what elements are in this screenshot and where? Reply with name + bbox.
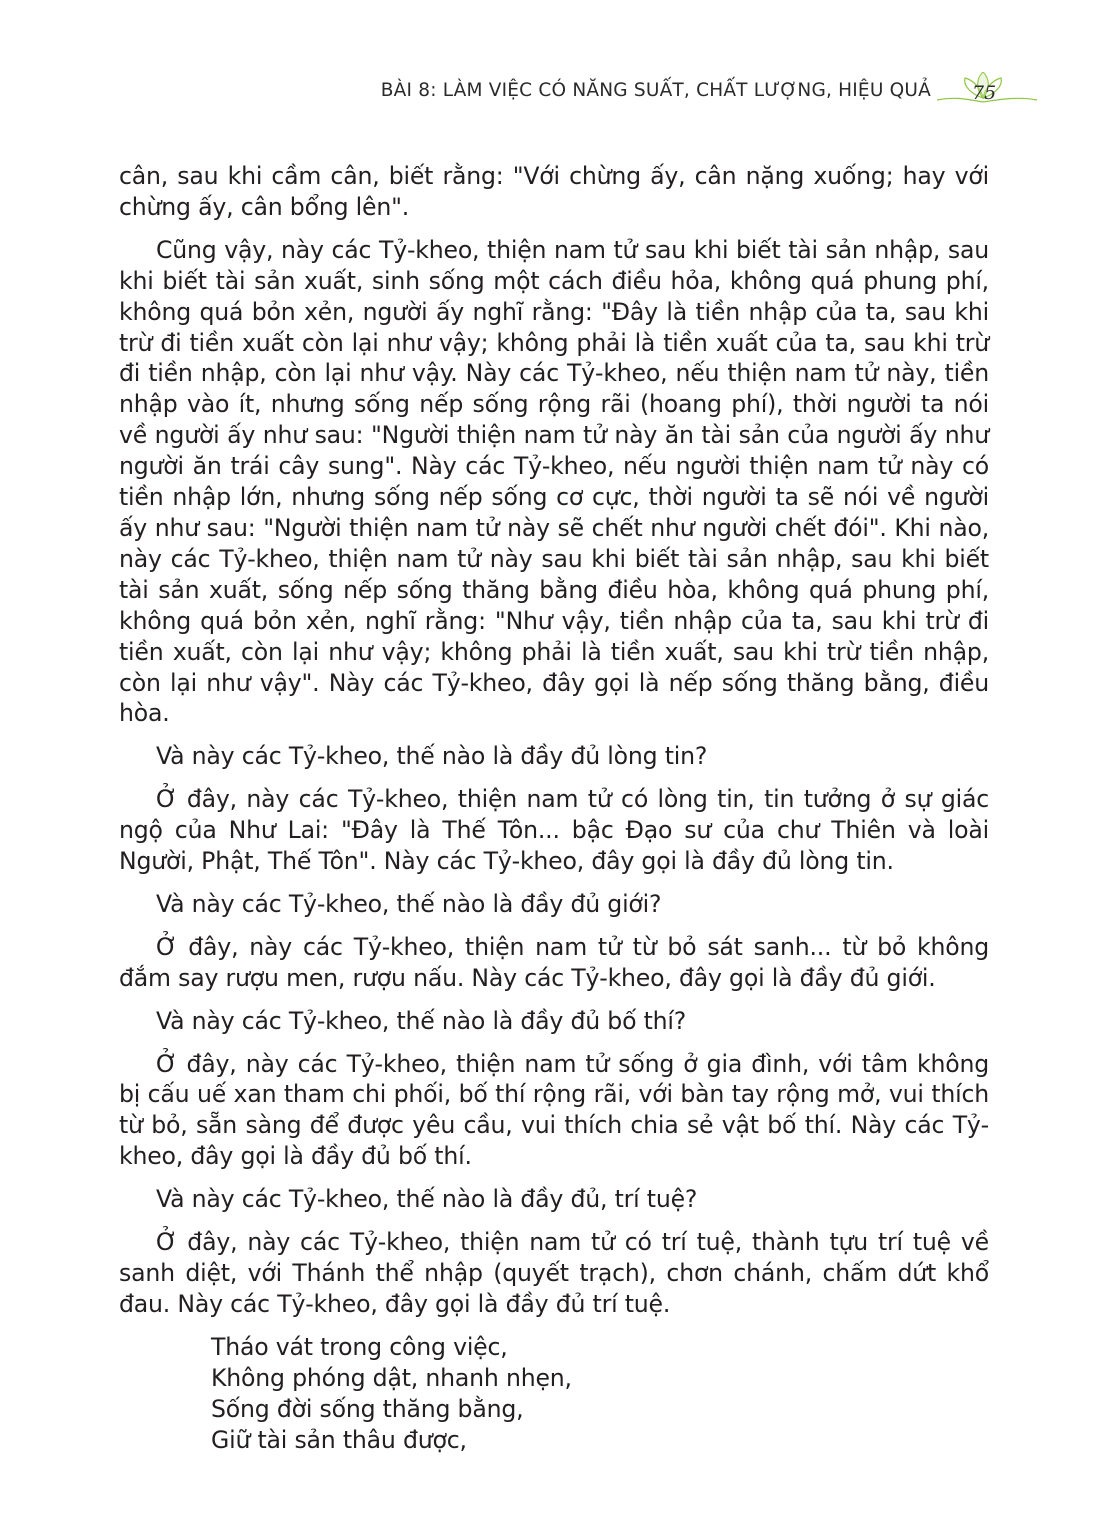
page-number: 75 — [972, 82, 997, 104]
paragraph: Cũng vậy, này các Tỷ-kheo, thiện nam tử sau khi biết tài sản nhập, sau khi biết tài sản xuất, sinh sống một cách điều hỏa, không quá phung phí, không quá bỏn xẻn, người ấy nghĩ rằng: "Đây là tiền nhập của ta, sau khi trừ đi tiền xuất còn lại như vậy; không phải là tiền xuất của ta, sau khi trừ đi tiền nhập, còn lại như vậy. Này các Tỷ-kheo, nếu thiện nam tử này, tiền nhập vào ít, nhưng sống nếp sống rộng rãi (hoang phí), thời người ta nói về người ấy như sau: "Người thiện nam tử này ăn tài sản của người ấy như người ăn trái cây sung". Này các Tỷ-kheo, nếu người thiện nam tử này có tiền nhập lớn, nhưng sống nếp sống cơ cực, thời người ta sẽ nói về người ấy như sau: "Người thiện nam tử này sẽ chết như người chết đói". Khi nào, này các Tỷ-kheo, thiện nam tử này sau khi biết tài sản nhập, sau khi biết tài sản xuất, sống nếp sống thăng bằng điều hòa, không quá phung phí, không quá bỏn xẻn, nghĩ rằng: "Như vậy, tiền nhập của ta, sau khi trừ đi tiền xuất, còn lại như vậy; không phải là tiền xuất, sau khi trừ tiền nhập, còn lại như vậy". Này các Tỷ-kheo, đây gọi là nếp sống thăng bằng, điều hòa. — [119, 235, 989, 728]
verse-line: Không phóng dật, nhanh nhẹn, — [211, 1363, 572, 1392]
verse-line: Tháo vát trong công việc, — [211, 1332, 508, 1361]
paragraph: Ở đây, này các Tỷ-kheo, thiện nam tử sống ở gia đình, với tâm không bị cấu uế xan tham chi phối, bố thí rộng rãi, với bàn tay rộng mở, vui thích từ bỏ, sẵn sàng để được yêu cầu, vui thích chia sẻ vật bố thí. Này các Tỷ-kheo, đây gọi là đầy đủ bố thí. — [119, 1049, 989, 1171]
page-header — [0, 72, 1106, 122]
paragraph: Và này các Tỷ-kheo, thế nào là đầy đủ, trí tuệ? — [156, 1185, 698, 1214]
paragraph: Ở đây, này các Tỷ-kheo, thiện nam tử có lòng tin, tin tưởng ở sự giác ngộ của Như Lai: "Đây là Thế Tôn... bậc Đạo sư của chư Thiên và loài Người, Phật, Thế Tôn". Này các Tỷ-kheo, đây gọi là đầy đủ lòng tin. — [119, 785, 989, 876]
verse-line: Giữ tài sản thâu được, — [211, 1425, 467, 1454]
chapter-title: BÀI 8: LÀM VIỆC CÓ NĂNG SUẤT, CHẤT LƯỢNG, HIỆU QUẢ — [380, 80, 931, 101]
verse-line: Sống đời sống thăng bằng, — [211, 1394, 524, 1423]
paragraph: Và này các Tỷ-kheo, thế nào là đầy đủ lòng tin? — [156, 742, 708, 771]
paragraph: Và này các Tỷ-kheo, thế nào là đầy đủ giới? — [156, 889, 662, 918]
verse-block — [119, 1332, 989, 1456]
paragraph: Ở đây, này các Tỷ-kheo, thiện nam tử có trí tuệ, thành tựu trí tuệ về sanh diệt, với Thánh thể nhập (quyết trạch), chơn chánh, chấm dứt khổ đau. Này các Tỷ-kheo, đây gọi là đầy đủ trí tuệ. — [119, 1228, 989, 1318]
paragraph: Ở đây, này các Tỷ-kheo, thiện nam tử từ bỏ sát sanh... từ bỏ không đắm say rượu men, rượu nấu. Này các Tỷ-kheo, đây gọi là đầy đủ giới. — [119, 932, 989, 992]
paragraph: cân, sau khi cầm cân, biết rằng: "Với chừng ấy, cân nặng xuống; hay với chừng ấy, cân bổng lên". — [119, 162, 989, 221]
page-body — [119, 161, 989, 1455]
paragraph: Và này các Tỷ-kheo, thế nào là đầy đủ bố thí? — [156, 1006, 687, 1035]
